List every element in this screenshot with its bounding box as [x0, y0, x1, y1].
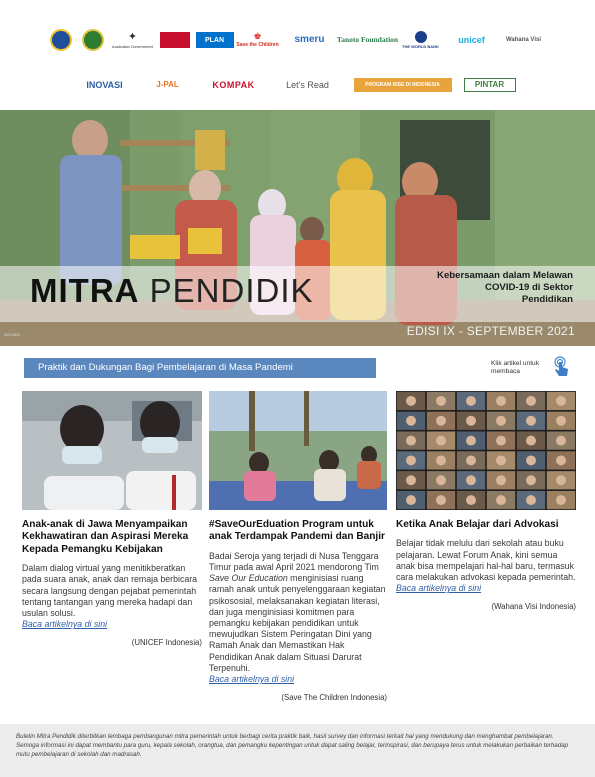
tanoto-foundation-logo: Tanoto Foundation: [336, 35, 399, 45]
article-3-photo[interactable]: [396, 391, 576, 510]
video-tile: [547, 451, 575, 469]
article-3-read-link[interactable]: Baca artikelnya di sini: [396, 583, 482, 594]
article-3-credit: (Wahana Visi Indonesia): [491, 602, 576, 612]
plan-logo: PLAN: [196, 32, 234, 48]
video-tile: [487, 392, 515, 410]
video-tile: [517, 431, 545, 449]
article-2-read-link[interactable]: Baca artikelnya di sini: [209, 674, 295, 685]
article-1-summary: [22, 563, 202, 630]
footer-note: Buletin Mitra Pendidik diterbitkan lembaga pembangunan mitra pemerintah untuk berbagi cerita praktik baik, hasil survey dan informasi terkait hal yang mendukung dan menghambat pembelajaran. Semoga informasi ini dapat membantu para guru, kepala sekolah, orangtua, dan pemangku kepentingan untuk dapat saling belajar, terinspirasi, dan berupaya terus untuk melakukan perbaikan terhadap mutu pembelajaran di sekolah dan madrasah.: [0, 724, 595, 777]
video-tile: [487, 491, 515, 509]
partner-logos-row-2: [0, 74, 595, 96]
video-tile: [517, 491, 545, 509]
article-2-title[interactable]: #SaveOurEduation Program untuk anak Terdampak Pandemi dan Banjir: [209, 519, 385, 543]
world-bank-logo: THE WORLD BANK: [398, 31, 444, 49]
video-tile: [547, 412, 575, 430]
article-2-body-text-end: menginisiasi ruang ramah anak untuk penyelenggaraan kegiatan psikososial, melaksanakan kegiatan literasi, dan juga menginisiasi komitmen para pemangku kebijakan pendidikan untuk mewujudkan Sistem Peringatan Dini yang Ramah Anak dan Memastikan Hak Pendidikan Anak dalam Situasi Darurat Terpenuhi.: [209, 573, 386, 673]
australian-government-logo: ✦ Australian Government: [112, 30, 153, 49]
video-tile: [427, 412, 455, 430]
article-2-body-emphasis: Save Our Education: [209, 573, 288, 584]
article-3-title[interactable]: Ketika Anak Belajar dari Advokasi: [396, 519, 559, 530]
article-card-3[interactable]: [396, 391, 576, 611]
kompak-logo: KOMPAK: [212, 79, 255, 90]
article-1-photo[interactable]: [22, 391, 202, 510]
video-tile: [427, 392, 455, 410]
article-card-2[interactable]: [209, 391, 387, 702]
rise-logo: PROGRAM RISE DI INDONESIA: [354, 78, 452, 92]
article-1-body-text: Dalam dialog virtual yang menitikberatkan pada suara anak, anak dan remaja berbicara secara langsung dengan pejabat pemerintah tentang tantangan yang mereka hadapi dan usulan solusi.: [22, 563, 198, 619]
article-2-credit: (Save The Children Indonesia): [281, 693, 387, 703]
partner-logos-row-1: [0, 22, 595, 58]
article-2-summary: [209, 551, 387, 685]
video-tile: [457, 451, 485, 469]
smeru-logo: smeru: [294, 34, 325, 45]
article-1-read-link[interactable]: Baca artikelnya di sini: [22, 619, 108, 630]
video-tile: [547, 491, 575, 509]
video-tile: [517, 412, 545, 430]
video-tile: [397, 451, 425, 469]
newsletter-title: MITRA PENDIDIK: [30, 272, 314, 309]
video-tile: [517, 451, 545, 469]
video-tile: [457, 392, 485, 410]
inovasi-logo: INOVASI: [86, 79, 123, 90]
article-2-photo[interactable]: [209, 391, 387, 510]
video-tile: [457, 471, 485, 489]
kemendikbud-logo: [48, 29, 74, 51]
kemenag-logo: [80, 29, 106, 51]
video-tile: [457, 431, 485, 449]
wahana-visi-logo: Wahana Visi: [505, 37, 541, 43]
video-tile: [427, 431, 455, 449]
article-2-body-text: Badai Seroja yang terjadi di Nusa Tenggara Timur pada awal April 2021 mendorong Tim: [209, 550, 379, 573]
article-3-body-text: Belajar tidak melulu dari sekolah atau buku pelajaran. Lewat Forum Anak, kini semua anak bisa mempelajari hal-hal baru, termasuk cara melakukan advokasi kepada pemerintah.: [396, 538, 576, 583]
video-tile: [427, 451, 455, 469]
video-tile: [517, 471, 545, 489]
video-tile: [397, 491, 425, 509]
unicef-logo: unicef: [458, 34, 485, 45]
video-tile: [457, 491, 485, 509]
edition-label: EDISI IX - SEPTEMBER 2021: [406, 324, 575, 338]
partner-red-logo: [160, 32, 190, 48]
pointing-hand-icon: [549, 356, 571, 380]
article-1-title[interactable]: Anak-anak di Jawa Menyampaikan Kekhawatiran dan Aspirasi Mereka Kepada Pemangku Kebijakan: [22, 519, 189, 555]
video-tile: [397, 471, 425, 489]
video-tile: [427, 471, 455, 489]
video-tile: [517, 392, 545, 410]
video-tile: [547, 392, 575, 410]
video-tile: [487, 412, 515, 430]
photo-credit-tag: INOVASI: [4, 332, 20, 337]
save-the-children-logo: ♚ Save the Children: [236, 31, 279, 48]
video-tile: [487, 471, 515, 489]
video-tile: [397, 431, 425, 449]
article-3-summary: [396, 538, 576, 594]
pintar-logo: PINTAR: [464, 78, 516, 92]
video-tile: [547, 471, 575, 489]
click-hint-label: Klik artikel untuk membaca: [491, 360, 540, 375]
j-pal-logo: J-PAL: [156, 80, 179, 89]
video-tile: [547, 431, 575, 449]
video-tile: [487, 451, 515, 469]
video-tile: [397, 412, 425, 430]
article-1-credit: (UNICEF Indonesia): [131, 638, 202, 648]
video-tile: [427, 491, 455, 509]
lets-read-logo: Let's Read: [286, 79, 329, 90]
newsletter-subtitle: Kebersamaan dalam Melawan COVID-19 di Sektor Pendidikan: [437, 270, 573, 305]
article-card-1[interactable]: [22, 391, 202, 647]
section-heading-bar: Praktik dan Dukungan Bagi Pembelajaran di Masa Pandemi: [24, 358, 376, 378]
video-tile: [397, 392, 425, 410]
hero-photo: [0, 110, 595, 346]
video-tile: [457, 412, 485, 430]
video-tile: [487, 431, 515, 449]
